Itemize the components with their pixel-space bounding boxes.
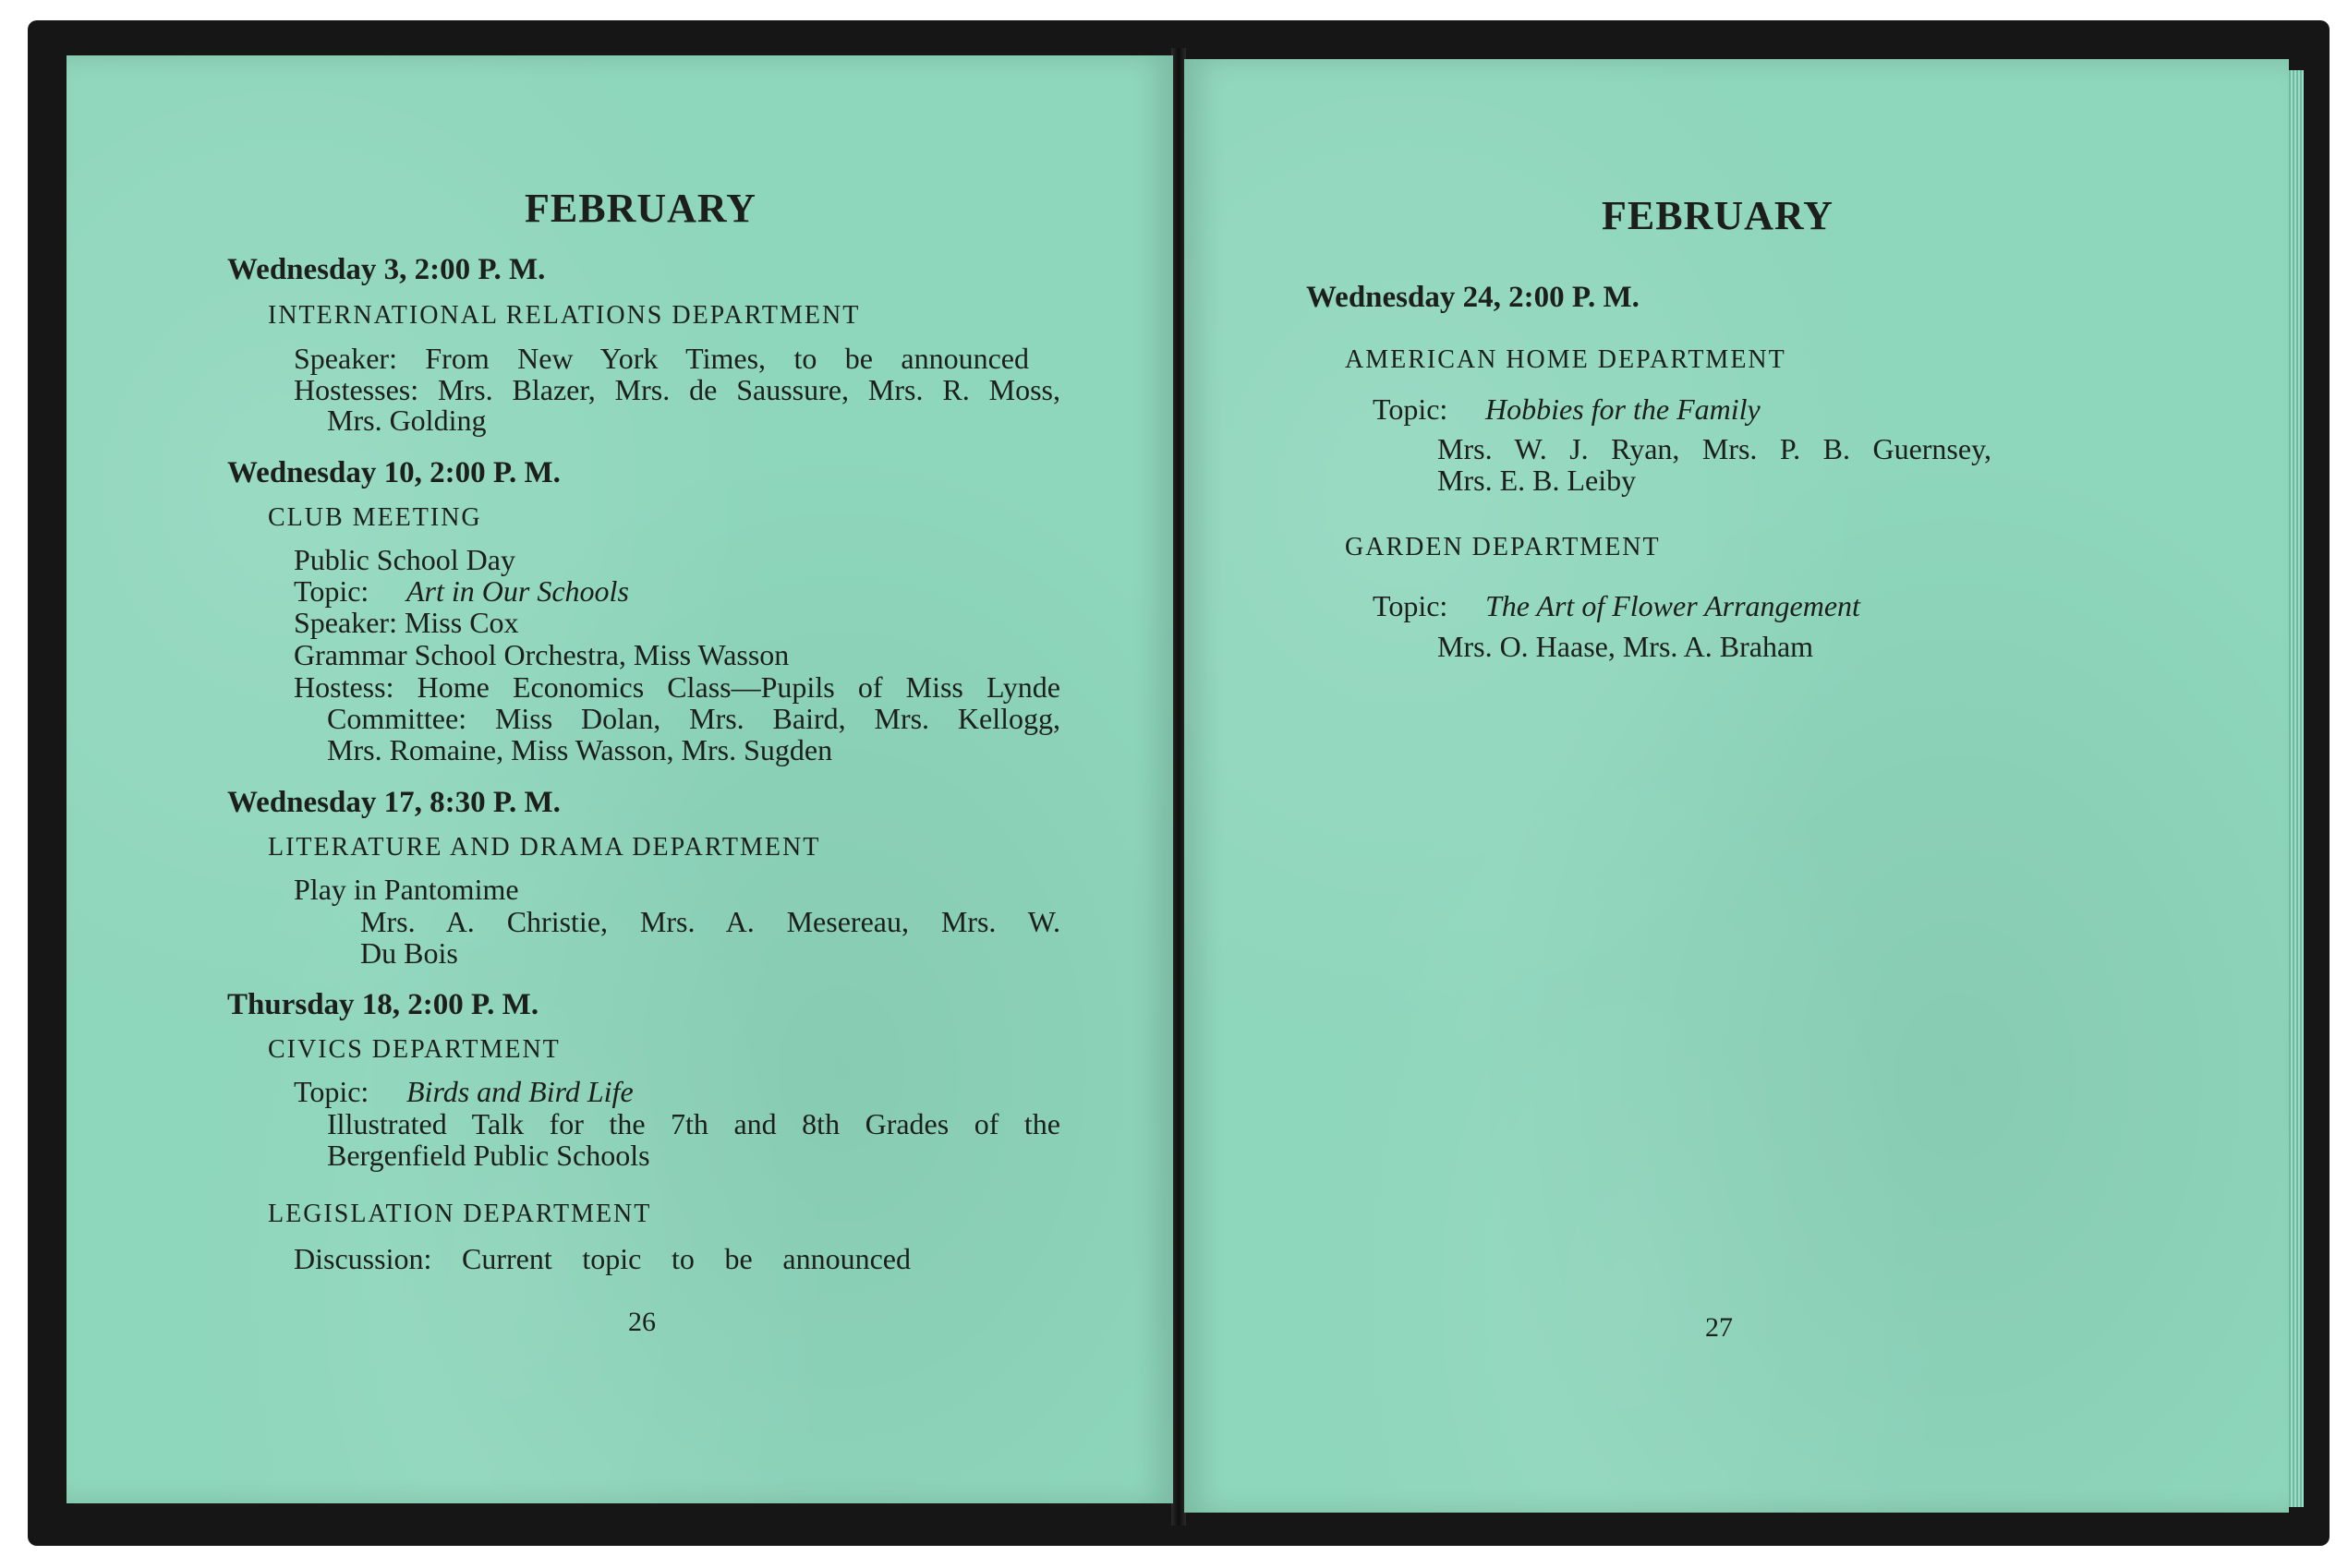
event-line: Mrs. Romaine, Miss Wasson, Mrs. Sugden [327, 733, 833, 766]
event-date: Wednesday 3, 2:00 P. M. [227, 253, 546, 286]
event-topic: Art in Our Schools [406, 574, 629, 608]
event-line: Topic: [1373, 392, 1448, 426]
event-line: Mrs. A. Christie, Mrs. A. Mesereau, Mrs. W. [360, 905, 1060, 938]
event-line: Grammar School Orchestra, Miss Wasson [294, 638, 790, 671]
event-line: Public School Day [294, 543, 515, 576]
event-date: Wednesday 24, 2:00 P. M. [1306, 281, 1640, 314]
event-line: Speaker: Miss Cox [294, 606, 519, 639]
page-number: 26 [628, 1307, 656, 1337]
event-topic: The Art of Flower Arrangement [1485, 589, 1860, 622]
event-line: Topic: [294, 574, 369, 608]
event-line: Committee: Miss Dolan, Mrs. Baird, Mrs. Kellogg, [327, 702, 1060, 735]
event-line: Du Bois [360, 936, 458, 970]
event-department: LITERATURE AND DRAMA DEPARTMENT [268, 833, 821, 862]
event-line: Play in Pantomime [294, 873, 519, 906]
event-line: Topic: [294, 1075, 369, 1108]
event-department: AMERICAN HOME DEPARTMENT [1345, 345, 1786, 374]
event-date: Wednesday 10, 2:00 P. M. [227, 456, 561, 489]
page-title: FEBRUARY [1602, 193, 1834, 238]
right-page [1184, 59, 2289, 1513]
event-line: Speaker: From New York Times, to be announced [294, 342, 1029, 375]
event-line: Bergenfield Public Schools [327, 1139, 650, 1172]
event-line: Mrs. Golding [327, 404, 487, 437]
event-department: LEGISLATION DEPARTMENT [268, 1200, 652, 1228]
event-topic: Hobbies for the Family [1485, 392, 1761, 426]
event-line: Discussion: Current topic to be announced [294, 1242, 911, 1275]
event-department: INTERNATIONAL RELATIONS DEPARTMENT [268, 301, 861, 330]
event-line: Mrs. W. J. Ryan, Mrs. P. B. Guernsey, [1437, 432, 1991, 465]
event-topic: Birds and Bird Life [406, 1075, 634, 1108]
event-line: Hostess: Home Economics Class—Pupils of Miss Lynde [294, 670, 1060, 704]
event-line: Topic: [1373, 589, 1448, 622]
event-department: CLUB MEETING [268, 503, 482, 532]
event-line: Illustrated Talk for the 7th and 8th Grades of the [327, 1107, 1060, 1140]
event-date: Wednesday 17, 8:30 P. M. [227, 786, 561, 819]
event-department: GARDEN DEPARTMENT [1345, 533, 1661, 561]
page-edges [2289, 70, 2304, 1507]
event-department: CIVICS DEPARTMENT [268, 1035, 561, 1064]
event-line: Mrs. E. B. Leiby [1437, 464, 1637, 497]
page-number: 27 [1705, 1312, 1733, 1343]
event-line: Hostesses: Mrs. Blazer, Mrs. de Saussure, Mrs. R. Moss, [294, 373, 1060, 406]
page-title: FEBRUARY [525, 186, 756, 231]
event-line: Mrs. O. Haase, Mrs. A. Braham [1437, 630, 1814, 663]
event-date: Thursday 18, 2:00 P. M. [227, 988, 539, 1021]
